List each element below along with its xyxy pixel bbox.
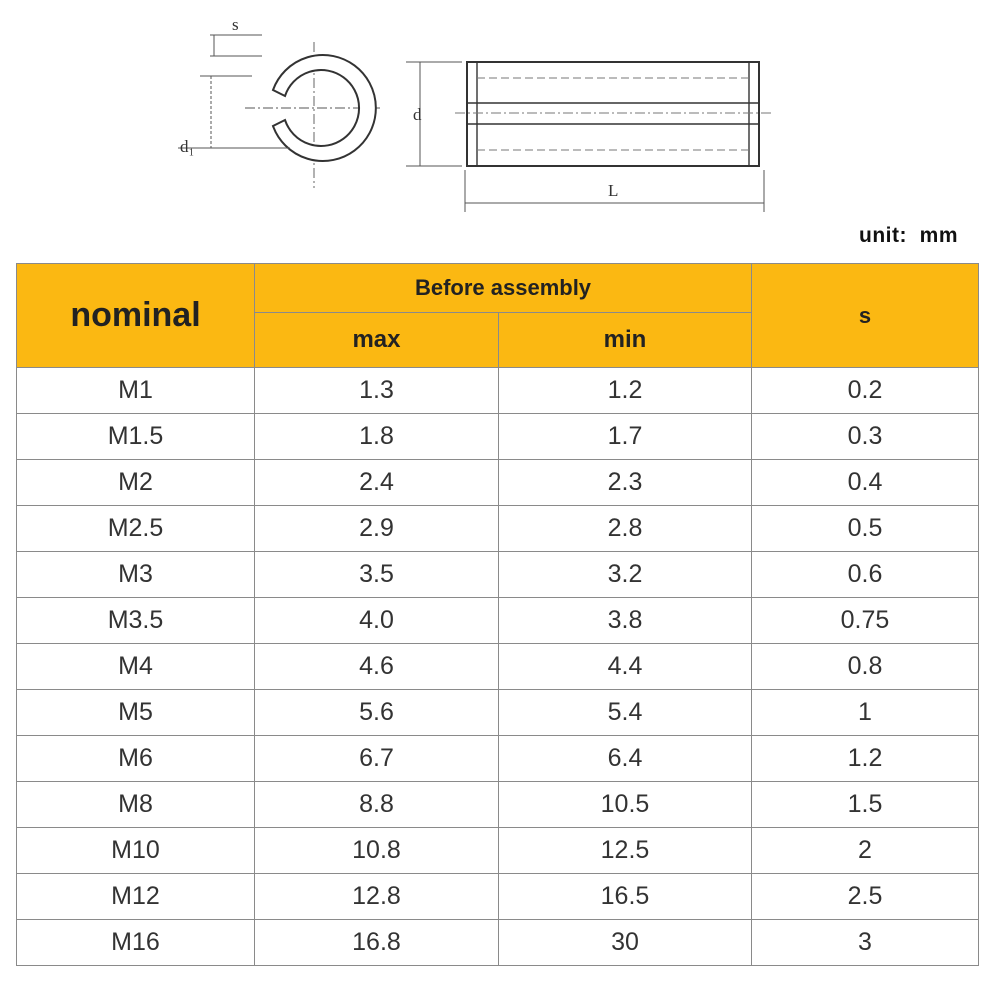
cell-max: 5.6 bbox=[255, 690, 499, 736]
label-s: s bbox=[232, 15, 239, 34]
cell-s: 0.75 bbox=[752, 598, 979, 644]
cell-min: 2.3 bbox=[499, 460, 752, 506]
label-L: L bbox=[608, 181, 619, 200]
header-min: min bbox=[499, 313, 752, 368]
cell-max: 2.9 bbox=[255, 506, 499, 552]
cell-nominal: M12 bbox=[17, 874, 255, 920]
cell-nominal: M3.5 bbox=[17, 598, 255, 644]
cell-nominal: M3 bbox=[17, 552, 255, 598]
table-row bbox=[17, 828, 979, 874]
cell-s: 0.5 bbox=[752, 506, 979, 552]
table-row bbox=[17, 920, 979, 966]
end-view bbox=[178, 35, 380, 188]
header-nominal: nominal bbox=[17, 264, 255, 368]
cell-nominal: M2 bbox=[17, 460, 255, 506]
cell-min: 1.7 bbox=[499, 414, 752, 460]
cell-nominal: M4 bbox=[17, 644, 255, 690]
cell-s: 1.5 bbox=[752, 782, 979, 828]
cell-nominal: M2.5 bbox=[17, 506, 255, 552]
cell-min: 3.2 bbox=[499, 552, 752, 598]
cell-min: 4.4 bbox=[499, 644, 752, 690]
cell-max: 2.4 bbox=[255, 460, 499, 506]
table-row bbox=[17, 874, 979, 920]
cell-min: 2.8 bbox=[499, 506, 752, 552]
cell-min: 3.8 bbox=[499, 598, 752, 644]
spring-pin-drawing bbox=[0, 0, 1000, 225]
cell-min: 16.5 bbox=[499, 874, 752, 920]
cell-max: 8.8 bbox=[255, 782, 499, 828]
table-row bbox=[17, 414, 979, 460]
cell-nominal: M1.5 bbox=[17, 414, 255, 460]
table-row bbox=[17, 598, 979, 644]
cell-max: 3.5 bbox=[255, 552, 499, 598]
cell-min: 30 bbox=[499, 920, 752, 966]
label-d1: d₁ bbox=[180, 137, 195, 156]
cell-nominal: M16 bbox=[17, 920, 255, 966]
cell-min: 6.4 bbox=[499, 736, 752, 782]
cell-s: 1.2 bbox=[752, 736, 979, 782]
cell-max: 10.8 bbox=[255, 828, 499, 874]
table-row bbox=[17, 644, 979, 690]
cell-min: 10.5 bbox=[499, 782, 752, 828]
cell-s: 3 bbox=[752, 920, 979, 966]
table-row bbox=[17, 506, 979, 552]
table-row bbox=[17, 690, 979, 736]
unit-label: unit: mm bbox=[859, 224, 958, 247]
cell-s: 0.2 bbox=[752, 368, 979, 414]
cell-nominal: M10 bbox=[17, 828, 255, 874]
table-row bbox=[17, 736, 979, 782]
cell-max: 4.6 bbox=[255, 644, 499, 690]
table-row bbox=[17, 460, 979, 506]
cell-s: 2 bbox=[752, 828, 979, 874]
side-view bbox=[406, 62, 772, 212]
cell-nominal: M6 bbox=[17, 736, 255, 782]
header-max: max bbox=[255, 313, 499, 368]
cell-s: 1 bbox=[752, 690, 979, 736]
table-row bbox=[17, 782, 979, 828]
cell-s: 0.6 bbox=[752, 552, 979, 598]
cell-max: 12.8 bbox=[255, 874, 499, 920]
spec-table bbox=[16, 263, 979, 966]
cell-max: 1.8 bbox=[255, 414, 499, 460]
cell-nominal: M5 bbox=[17, 690, 255, 736]
cell-s: 0.8 bbox=[752, 644, 979, 690]
table-row bbox=[17, 368, 979, 414]
label-d: d bbox=[413, 105, 422, 124]
header-before-assembly: Before assembly bbox=[255, 264, 752, 313]
cell-max: 6.7 bbox=[255, 736, 499, 782]
cell-max: 4.0 bbox=[255, 598, 499, 644]
cell-s: 2.5 bbox=[752, 874, 979, 920]
cell-s: 0.3 bbox=[752, 414, 979, 460]
cell-min: 1.2 bbox=[499, 368, 752, 414]
table-row bbox=[17, 552, 979, 598]
cell-nominal: M1 bbox=[17, 368, 255, 414]
cell-min: 12.5 bbox=[499, 828, 752, 874]
cell-max: 1.3 bbox=[255, 368, 499, 414]
header-s: s bbox=[752, 264, 979, 368]
cell-max: 16.8 bbox=[255, 920, 499, 966]
cell-nominal: M8 bbox=[17, 782, 255, 828]
cell-min: 5.4 bbox=[499, 690, 752, 736]
cell-s: 0.4 bbox=[752, 460, 979, 506]
